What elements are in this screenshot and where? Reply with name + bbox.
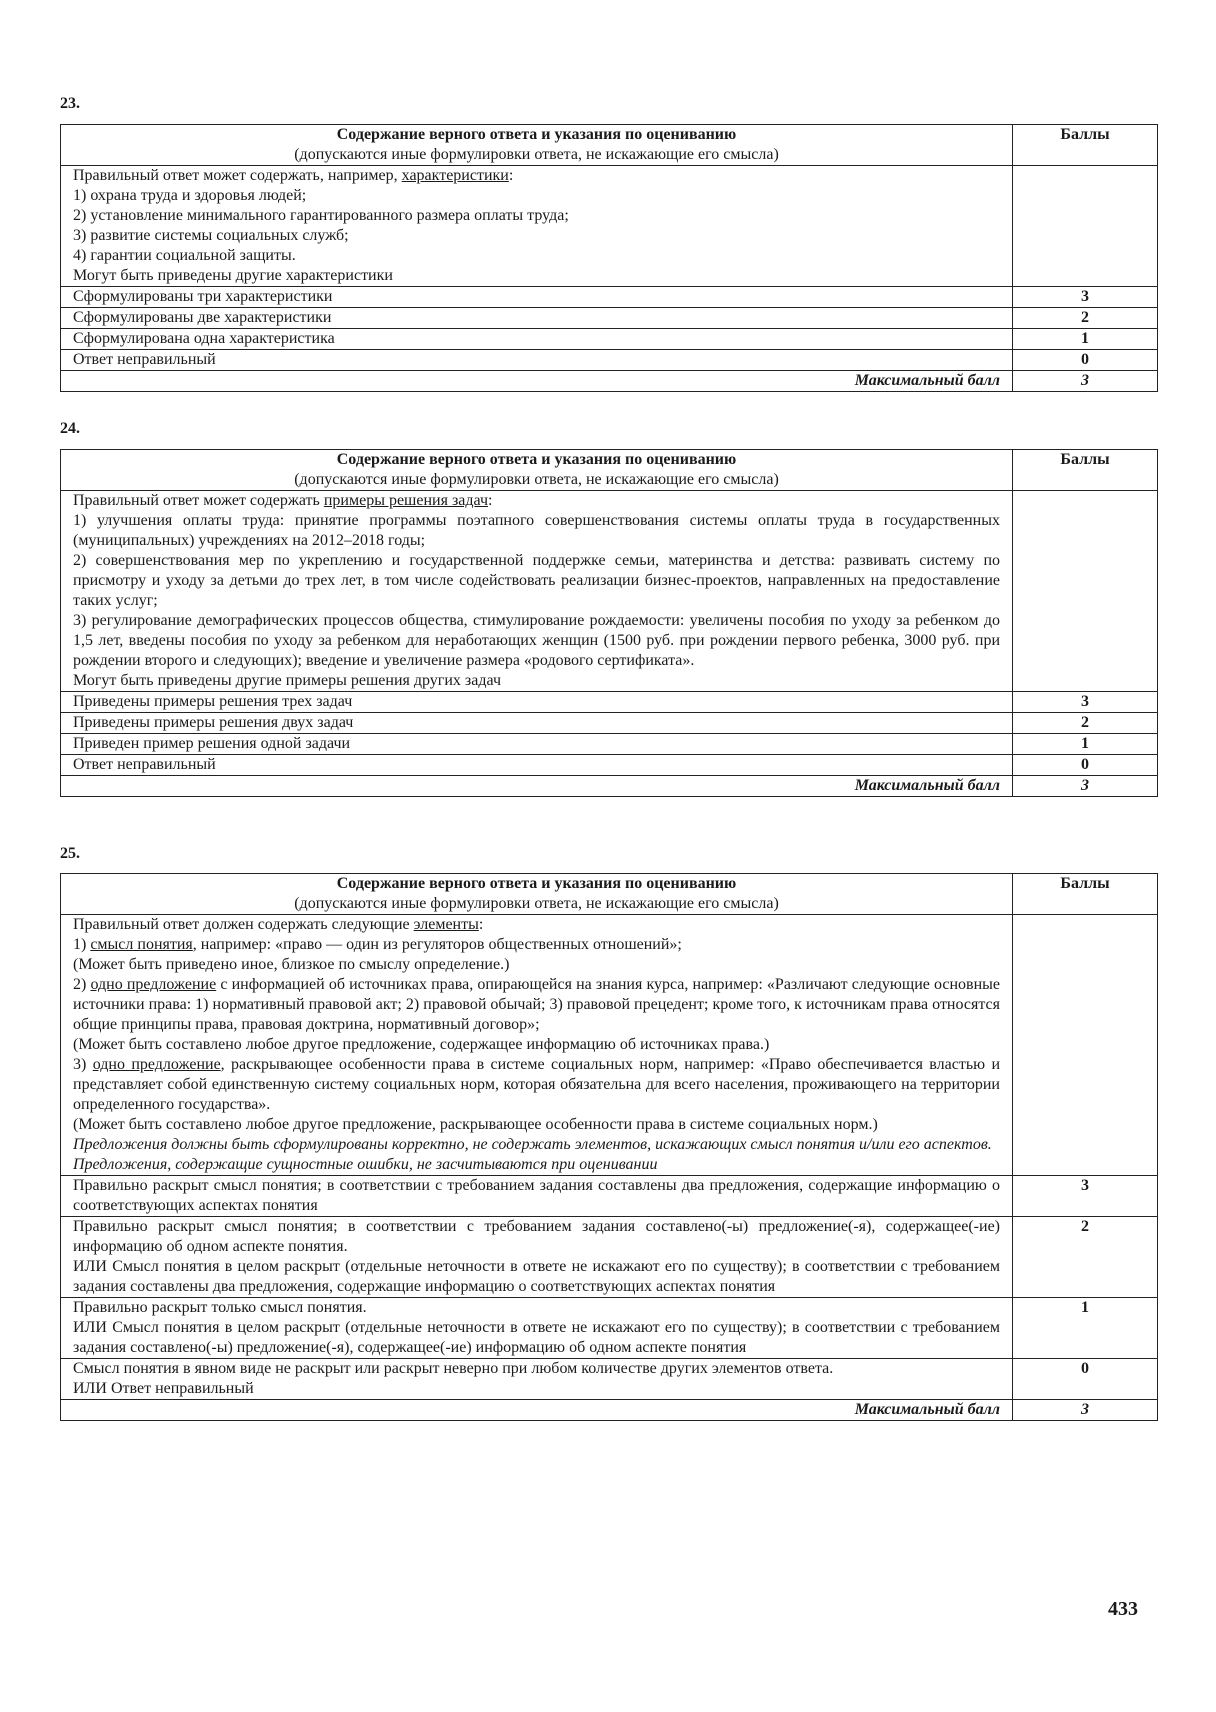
points-header: Баллы <box>1060 451 1110 468</box>
underlined-term: одно предложение <box>92 1056 221 1073</box>
points-header-cell <box>1013 874 1158 915</box>
criterion-text: Смысл понятия в явном виде не раскрыт или раскрыт неверно при любом количестве других элементов ответа. <box>73 1360 834 1377</box>
answer-cell <box>61 915 1013 1176</box>
criterion-row <box>61 1359 1158 1400</box>
answer-note-italic: Предложения, содержащие сущностные ошибки, не засчитываются при оценивании <box>73 1156 658 1173</box>
answer-cell <box>61 166 1013 287</box>
answer-tail: : <box>478 916 484 933</box>
underlined-term: примеры решения задач <box>323 492 489 509</box>
criterion-row <box>61 1217 1158 1298</box>
criterion-row <box>61 329 1158 350</box>
max-score-value: 3 <box>1013 1400 1158 1421</box>
max-score-row <box>61 1400 1158 1421</box>
answer-line <box>73 915 1000 935</box>
points-header: Баллы <box>1060 875 1110 892</box>
answer-row <box>61 915 1158 1176</box>
answer-line <box>73 1055 1000 1115</box>
points-header-cell <box>1013 125 1158 166</box>
answer-row <box>61 491 1158 692</box>
criterion-row <box>61 287 1158 308</box>
criterion-cell <box>61 1217 1013 1298</box>
max-score-row <box>61 371 1158 392</box>
question-number-24: 24. <box>60 420 80 437</box>
criterion-cell <box>61 1359 1013 1400</box>
criterion-text: Ответ неправильный <box>61 350 1013 371</box>
criterion-text: Сформулирована одна характеристика <box>61 329 1013 350</box>
criterion-points: 0 <box>1013 350 1158 371</box>
criterion-text: Сформулированы три характеристики <box>61 287 1013 308</box>
criterion-text: Правильно раскрыт только смысл понятия. <box>73 1299 367 1316</box>
answer-line: Могут быть приведены другие примеры решения других задач <box>73 672 501 689</box>
criterion-row <box>61 755 1158 776</box>
answer-line: 1) улучшения оплаты труда: принятие программы поэтапного совершенствования системы оплаты труда в государственных (муниципальных) учреждениях на 2012–2018 годы; <box>73 512 1000 549</box>
criterion-row <box>61 350 1158 371</box>
answer-line: (Может быть составлено любое другое предложение, раскрывающее особенности права в системе социальных норм.) <box>73 1116 878 1133</box>
answer-line: (Может быть составлено любое другое предложение, содержащее информацию об источниках права.) <box>73 1036 770 1053</box>
underlined-term: элементы <box>413 916 479 933</box>
page-number: 433 <box>1108 1598 1138 1620</box>
criterion-row <box>61 308 1158 329</box>
question-number-25: 25. <box>60 845 80 862</box>
table-header-row <box>61 125 1158 166</box>
criterion-points: 1 <box>1013 329 1158 350</box>
points-cell <box>1013 915 1158 1176</box>
criterion-points: 2 <box>1013 713 1158 734</box>
criterion-row <box>61 1298 1158 1359</box>
grading-table-23 <box>60 124 1158 392</box>
criterion-cell <box>61 1298 1013 1359</box>
content-header-cell <box>61 125 1013 166</box>
criterion-row <box>61 713 1158 734</box>
table-header-row <box>61 450 1158 491</box>
criterion-text: Приведены примеры решения трех задач <box>61 692 1013 713</box>
content-header: Содержание верного ответа и указания по оцениванию <box>336 451 737 468</box>
content-header-note: (допускаются иные формулировки ответа, не искажающие его смысла) <box>294 895 779 912</box>
answer-text: , раскрывающее особенности права в системе социальных норм, например: «Право обеспечивается властью и представляет собой единственную систему социальных норм, которая обязательна для всего населения, проживающего на территории определенного государства». <box>73 1056 1001 1113</box>
content-header-note: (допускаются иные формулировки ответа, не искажающие его смысла) <box>294 146 779 163</box>
answer-line <box>73 491 1000 511</box>
criterion-row <box>61 692 1158 713</box>
item-prefix: 2) <box>73 976 91 993</box>
criterion-text: Приведены примеры решения двух задач <box>61 713 1013 734</box>
grading-table-24 <box>60 449 1158 797</box>
criterion-text: Сформулированы две характеристики <box>61 308 1013 329</box>
criterion-points: 1 <box>1013 1298 1158 1359</box>
content-header-note: (допускаются иные формулировки ответа, не искажающие его смысла) <box>294 471 779 488</box>
max-score-value: 3 <box>1013 371 1158 392</box>
points-header-cell <box>1013 450 1158 491</box>
points-cell <box>1013 491 1158 692</box>
underlined-term: смысл понятия <box>90 936 193 953</box>
max-score-label: Максимальный балл <box>61 1400 1013 1421</box>
criterion-points: 0 <box>1013 755 1158 776</box>
answer-text: , например: «право — один из регуляторов общественных отношений»; <box>192 936 682 953</box>
answer-line: 3) регулирование демографических процессов общества, стимулирование рождаемости: увеличены пособия по уходу за ребенком до 1,5 лет, введены пособия по уходу за ребенком для неработающих женщин (1500 руб. при рождении первого ребенка, 3000 руб. при рождении второго и следующих); введение и увеличение размера «родового сертификата». <box>73 612 1000 669</box>
answer-row <box>61 166 1158 287</box>
answer-text: с информацией об источниках права, опирающейся на знания курса, например: «Различают следующие основные источники права: 1) нормативный правовой акт; 2) правовой обычай; 3) правовой прецедент; кроме того, к источникам права относятся общие принципы права, правовая доктрина, нормативный договор»; <box>73 976 1001 1033</box>
criterion-alt-text: ИЛИ Смысл понятия в целом раскрыт (отдельные неточности в ответе не искажают его по существу); в соответствии с требованием задания составлено(-ы) предложение(-я), содержащее(-ие) информацию об одном аспекте понятия <box>73 1319 1000 1356</box>
criterion-points: 1 <box>1013 734 1158 755</box>
max-score-label: Максимальный балл <box>61 776 1013 797</box>
answer-line: Могут быть приведены другие характеристики <box>73 267 393 284</box>
table-header-row <box>61 874 1158 915</box>
answer-tail: : <box>488 492 493 509</box>
points-header: Баллы <box>1060 126 1110 143</box>
max-score-row <box>61 776 1158 797</box>
criterion-row <box>61 734 1158 755</box>
points-cell <box>1013 166 1158 287</box>
answer-line: 4) гарантии социальной защиты. <box>73 247 296 264</box>
answer-tail: : <box>508 167 514 184</box>
answer-line <box>73 975 1000 1035</box>
answer-line <box>73 166 1000 186</box>
criterion-row <box>61 1176 1158 1217</box>
question-number-23: 23. <box>60 95 80 112</box>
underlined-term: одно предложение <box>90 976 217 993</box>
answer-cell <box>61 491 1013 692</box>
criterion-cell <box>61 1176 1013 1217</box>
underlined-term: характеристики <box>401 167 509 184</box>
item-prefix: 3) <box>73 1056 93 1073</box>
content-header: Содержание верного ответа и указания по оцениванию <box>336 126 737 143</box>
content-header: Содержание верного ответа и указания по оцениванию <box>336 875 737 892</box>
max-score-label: Максимальный балл <box>61 371 1013 392</box>
criterion-alt-text: ИЛИ Ответ неправильный <box>73 1380 254 1397</box>
answer-line: 2) совершенствования мер по укреплению и государственной поддержке семьи, материнства и детства: развивать систему по присмотру и уходу за детьми до трех лет, в том числе содействовать реализации бизнес-проектов, направленных на предоставление таких услуг; <box>73 552 1000 609</box>
grading-table-25 <box>60 873 1158 1421</box>
answer-text: Правильный ответ может содержать <box>73 492 324 509</box>
criterion-points: 2 <box>1013 308 1158 329</box>
criterion-alt-text: ИЛИ Смысл понятия в целом раскрыт (отдельные неточности в ответе не искажают его по существу); в соответствии с требованием задания составлены два предложения, содержащие информацию о соответствующих аспектах понятия <box>73 1258 1000 1295</box>
criterion-points: 3 <box>1013 287 1158 308</box>
criterion-text: Правильно раскрыт смысл понятия; в соответствии с требованием задания составлены два предложения, содержащие информацию о соответствующих аспектах понятия <box>73 1177 1000 1214</box>
content-header-cell <box>61 450 1013 491</box>
criterion-text: Приведен пример решения одной задачи <box>61 734 1013 755</box>
criterion-points: 2 <box>1013 1217 1158 1298</box>
answer-text: Правильный ответ должен содержать следующие <box>73 916 414 933</box>
answer-line: 2) установление минимального гарантированного размера оплаты труда; <box>73 207 569 224</box>
item-prefix: 1) <box>73 936 91 953</box>
criterion-points: 3 <box>1013 1176 1158 1217</box>
max-score-value: 3 <box>1013 776 1158 797</box>
criterion-points: 0 <box>1013 1359 1158 1400</box>
answer-line: 1) охрана труда и здоровья людей; <box>73 187 307 204</box>
criterion-points: 3 <box>1013 692 1158 713</box>
answer-line <box>73 935 1000 955</box>
answer-line: (Может быть приведено иное, близкое по смыслу определение.) <box>73 956 510 973</box>
answer-text: Правильный ответ может содержать, например, <box>73 167 402 184</box>
criterion-text: Ответ неправильный <box>61 755 1013 776</box>
answer-line: 3) развитие системы социальных служб; <box>73 227 349 244</box>
criterion-text: Правильно раскрыт смысл понятия; в соответствии с требованием задания составлено(-ы) предложение(-я), содержащее(-ие) информацию об одном аспекте понятия. <box>73 1218 1000 1255</box>
content-header-cell <box>61 874 1013 915</box>
answer-note-italic: Предложения должны быть сформулированы корректно, не содержать элементов, искажающих смысл понятия и/или его аспектов. <box>73 1136 992 1153</box>
